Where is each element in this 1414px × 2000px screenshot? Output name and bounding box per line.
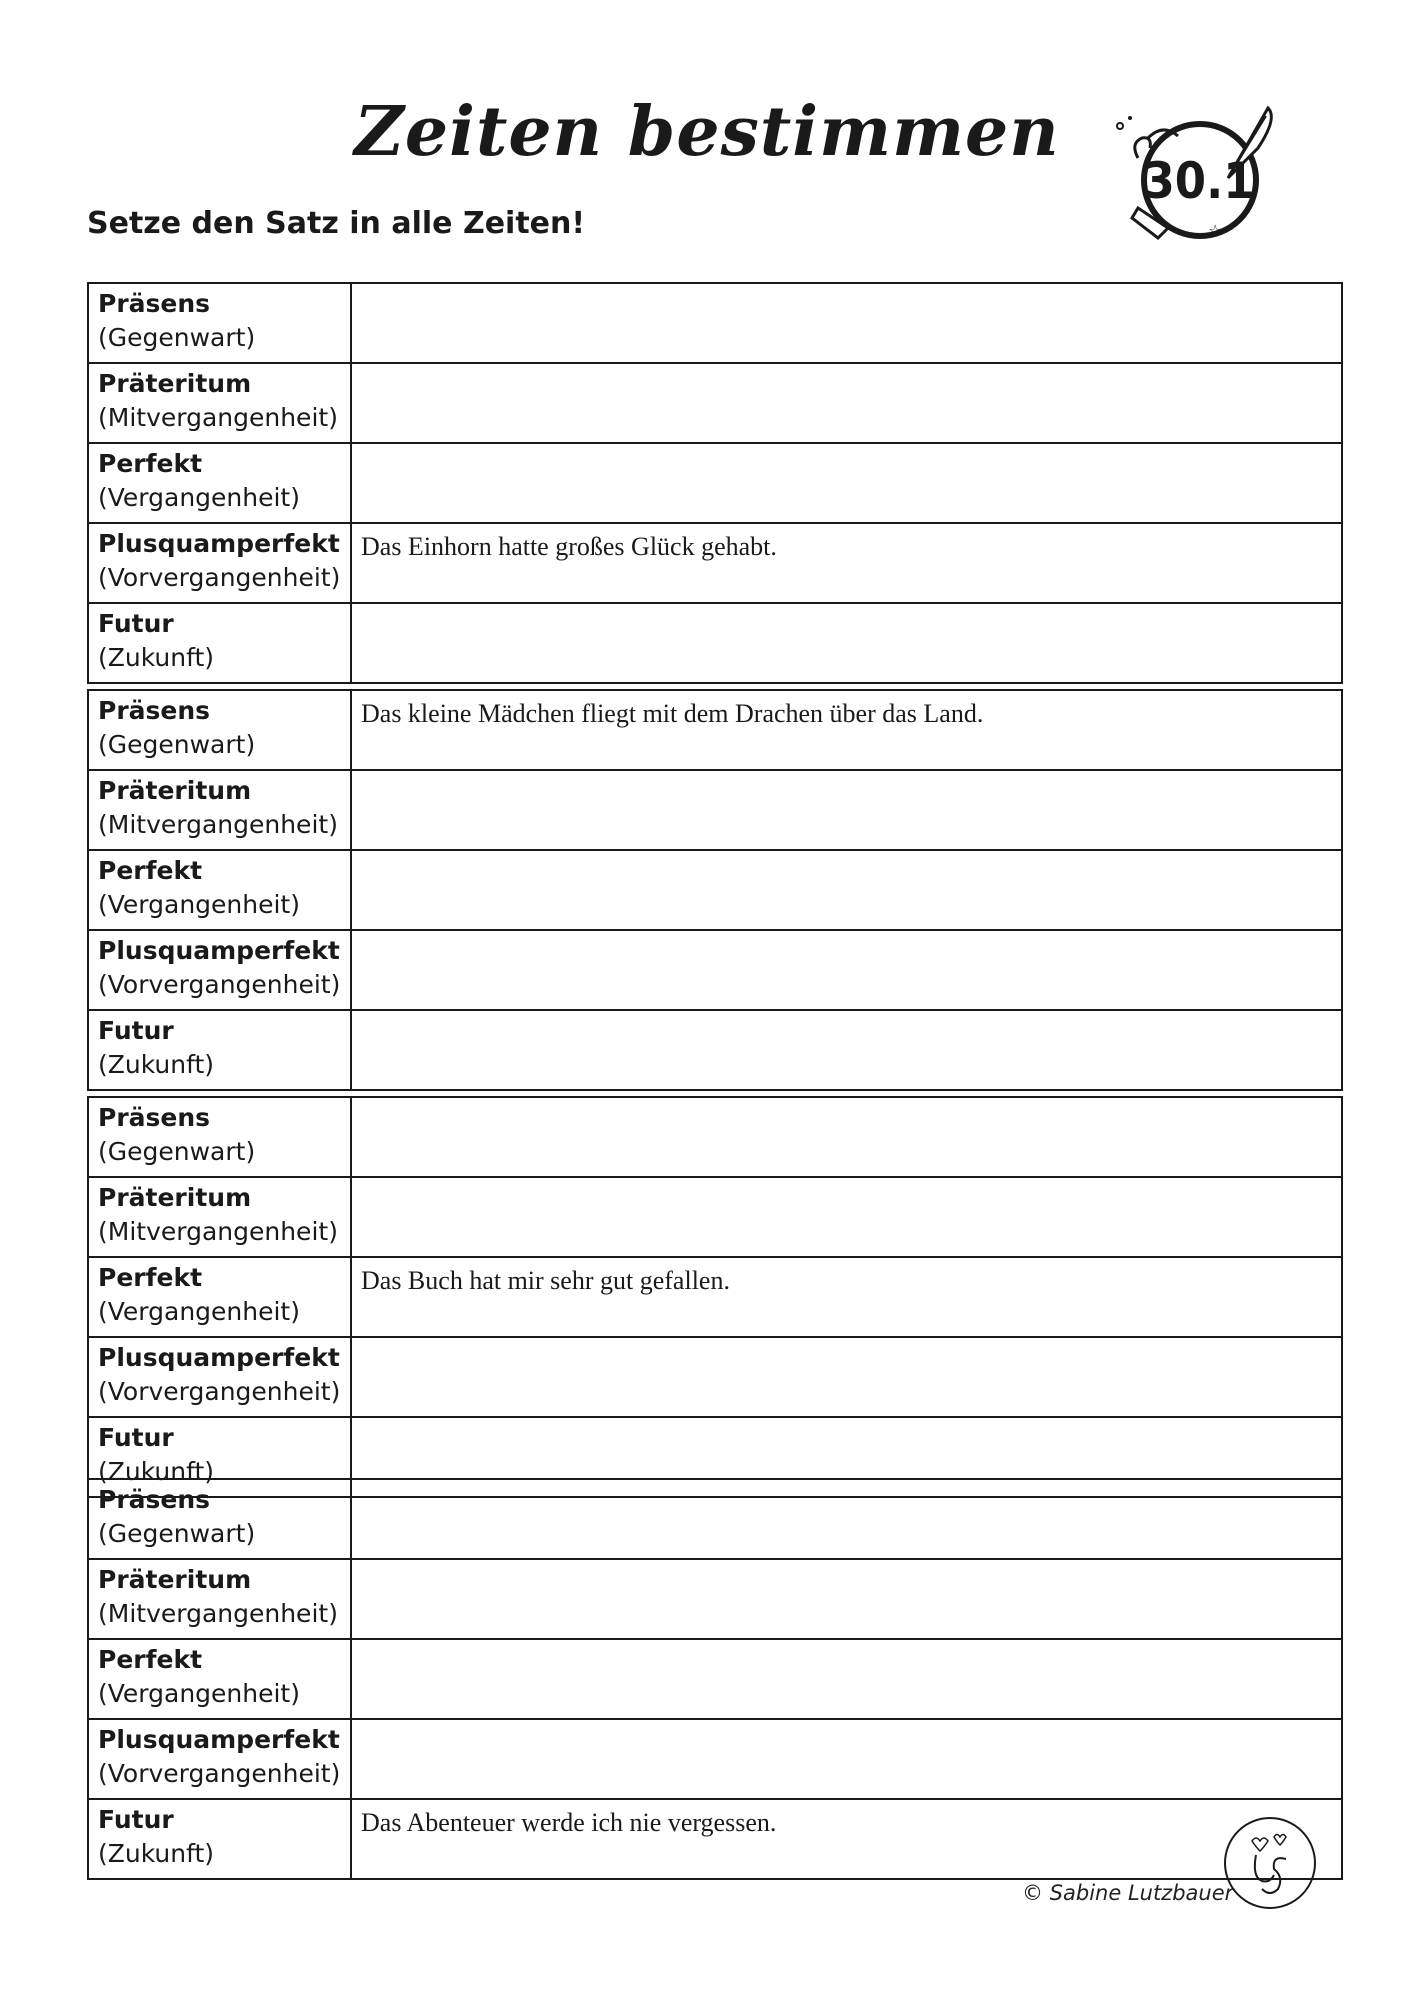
tense-label-cell xyxy=(88,283,351,363)
tense-subtitle: (Gegenwart) xyxy=(98,1519,256,1548)
tense-label-cell xyxy=(88,1639,351,1719)
instruction: Setze den Satz in alle Zeiten! xyxy=(87,206,586,241)
tense-name: Plusquamperfekt xyxy=(98,936,340,965)
tense-name: Futur xyxy=(98,609,174,638)
tense-row xyxy=(88,930,1342,1010)
tense-name: Präsens xyxy=(98,1485,211,1514)
given-sentence: Das Abenteuer werde ich nie vergessen. xyxy=(361,1808,777,1837)
tense-row xyxy=(88,690,1342,770)
tense-subtitle: (Vorvergangenheit) xyxy=(98,1377,341,1406)
tense-label-cell xyxy=(88,690,351,770)
tense-label-cell xyxy=(88,930,351,1010)
tense-label-cell xyxy=(88,1010,351,1090)
tense-row xyxy=(88,603,1342,683)
tense-label-cell xyxy=(88,850,351,930)
tense-name: Plusquamperfekt xyxy=(98,1343,340,1372)
tense-row xyxy=(88,1639,1342,1719)
answer-field[interactable] xyxy=(351,283,1342,363)
tense-name: Präteritum xyxy=(98,369,252,398)
copyright-footer: © Sabine Lutzbauer xyxy=(1022,1881,1234,1905)
answer-field[interactable] xyxy=(351,443,1342,523)
tense-subtitle: (Mitvergangenheit) xyxy=(98,403,338,432)
badge-number: 30.1 xyxy=(1143,152,1255,210)
tense-row xyxy=(88,363,1342,443)
tense-label-cell xyxy=(88,770,351,850)
tense-label-cell xyxy=(88,1337,351,1417)
tense-row xyxy=(88,1559,1342,1639)
tense-row xyxy=(88,1257,1342,1337)
tense-subtitle: (Vergangenheit) xyxy=(98,483,300,512)
tense-subtitle: (Vergangenheit) xyxy=(98,1297,300,1326)
tense-row xyxy=(88,443,1342,523)
tense-name: Perfekt xyxy=(98,449,203,478)
answer-field[interactable] xyxy=(351,1177,1342,1257)
tense-name: Perfekt xyxy=(98,856,203,885)
tense-row xyxy=(88,1719,1342,1799)
tense-name: Präsens xyxy=(98,696,211,725)
tense-label-cell xyxy=(88,1177,351,1257)
answer-field[interactable] xyxy=(351,690,1342,770)
tense-table-4 xyxy=(87,1478,1343,1880)
badge-quill-icon xyxy=(1108,98,1278,248)
tense-subtitle: (Vergangenheit) xyxy=(98,890,300,919)
tense-subtitle: (Mitvergangenheit) xyxy=(98,1217,338,1246)
tense-name: Präteritum xyxy=(98,1183,252,1212)
tense-row xyxy=(88,1010,1342,1090)
tense-subtitle: (Vorvergangenheit) xyxy=(98,1759,341,1788)
tense-table-2 xyxy=(87,689,1343,1091)
tense-label-cell xyxy=(88,1799,351,1879)
answer-field[interactable] xyxy=(351,1010,1342,1090)
answer-field[interactable] xyxy=(351,1097,1342,1177)
tense-row xyxy=(88,1479,1342,1559)
tense-name: Präteritum xyxy=(98,776,252,805)
tense-row xyxy=(88,283,1342,363)
answer-field[interactable] xyxy=(351,850,1342,930)
tense-name: Präteritum xyxy=(98,1565,252,1594)
tense-subtitle: (Zukunft) xyxy=(98,1050,215,1079)
tense-subtitle: (Mitvergangenheit) xyxy=(98,810,338,839)
tense-name: Perfekt xyxy=(98,1263,203,1292)
answer-field[interactable] xyxy=(351,1337,1342,1417)
tense-subtitle: (Mitvergangenheit) xyxy=(98,1599,338,1628)
tense-label-cell xyxy=(88,1719,351,1799)
tense-name: Perfekt xyxy=(98,1645,203,1674)
tense-row xyxy=(88,770,1342,850)
tense-label-cell xyxy=(88,603,351,683)
given-sentence: Das Einhorn hatte großes Glück gehabt. xyxy=(361,532,777,561)
page-title: Zeiten bestimmen xyxy=(354,92,1060,172)
tense-subtitle: (Zukunft) xyxy=(98,643,215,672)
tense-name: Plusquamperfekt xyxy=(98,1725,340,1754)
answer-field[interactable] xyxy=(351,1719,1342,1799)
tense-label-cell xyxy=(88,1559,351,1639)
answer-field[interactable] xyxy=(351,1799,1342,1879)
answer-field[interactable] xyxy=(351,1479,1342,1559)
tense-row xyxy=(88,523,1342,603)
tense-table-3 xyxy=(87,1096,1343,1498)
answer-field[interactable] xyxy=(351,1257,1342,1337)
tense-name: Präsens xyxy=(98,1103,211,1132)
tense-subtitle: (Gegenwart) xyxy=(98,1137,256,1166)
tense-subtitle: (Vorvergangenheit) xyxy=(98,970,341,999)
tense-label-cell xyxy=(88,1097,351,1177)
tense-name: Futur xyxy=(98,1423,174,1452)
given-sentence: Das kleine Mädchen fliegt mit dem Drachen über das Land. xyxy=(361,699,984,728)
tense-name: Präsens xyxy=(98,289,211,318)
tense-subtitle: (Zukunft) xyxy=(98,1839,215,1868)
tense-subtitle: (Gegenwart) xyxy=(98,323,256,352)
ls-logo xyxy=(1222,1815,1318,1911)
given-sentence: Das Buch hat mir sehr gut gefallen. xyxy=(361,1266,730,1295)
tense-subtitle: (Vergangenheit) xyxy=(98,1679,300,1708)
tense-table-1 xyxy=(87,282,1343,684)
tense-label-cell xyxy=(88,363,351,443)
tense-subtitle: (Zukunft) xyxy=(98,1457,215,1486)
tense-row xyxy=(88,850,1342,930)
answer-field[interactable] xyxy=(351,1559,1342,1639)
tense-row xyxy=(88,1097,1342,1177)
answer-field[interactable] xyxy=(351,770,1342,850)
tense-label-cell xyxy=(88,1257,351,1337)
svg-text:☆: ☆ xyxy=(1208,221,1223,240)
tense-label-cell xyxy=(88,443,351,523)
tense-name: Plusquamperfekt xyxy=(98,529,340,558)
answer-field[interactable] xyxy=(351,930,1342,1010)
tense-row xyxy=(88,1799,1342,1879)
tense-label-cell xyxy=(88,1479,351,1559)
answer-field[interactable] xyxy=(351,363,1342,443)
tense-name: Futur xyxy=(98,1805,174,1834)
tense-row xyxy=(88,1177,1342,1257)
tense-row xyxy=(88,1337,1342,1417)
answer-field[interactable] xyxy=(351,1639,1342,1719)
answer-field[interactable] xyxy=(351,523,1342,603)
tense-label-cell xyxy=(88,523,351,603)
tense-name: Futur xyxy=(98,1016,174,1045)
tense-subtitle: (Vorvergangenheit) xyxy=(98,563,341,592)
answer-field[interactable] xyxy=(351,603,1342,683)
tense-subtitle: (Gegenwart) xyxy=(98,730,256,759)
